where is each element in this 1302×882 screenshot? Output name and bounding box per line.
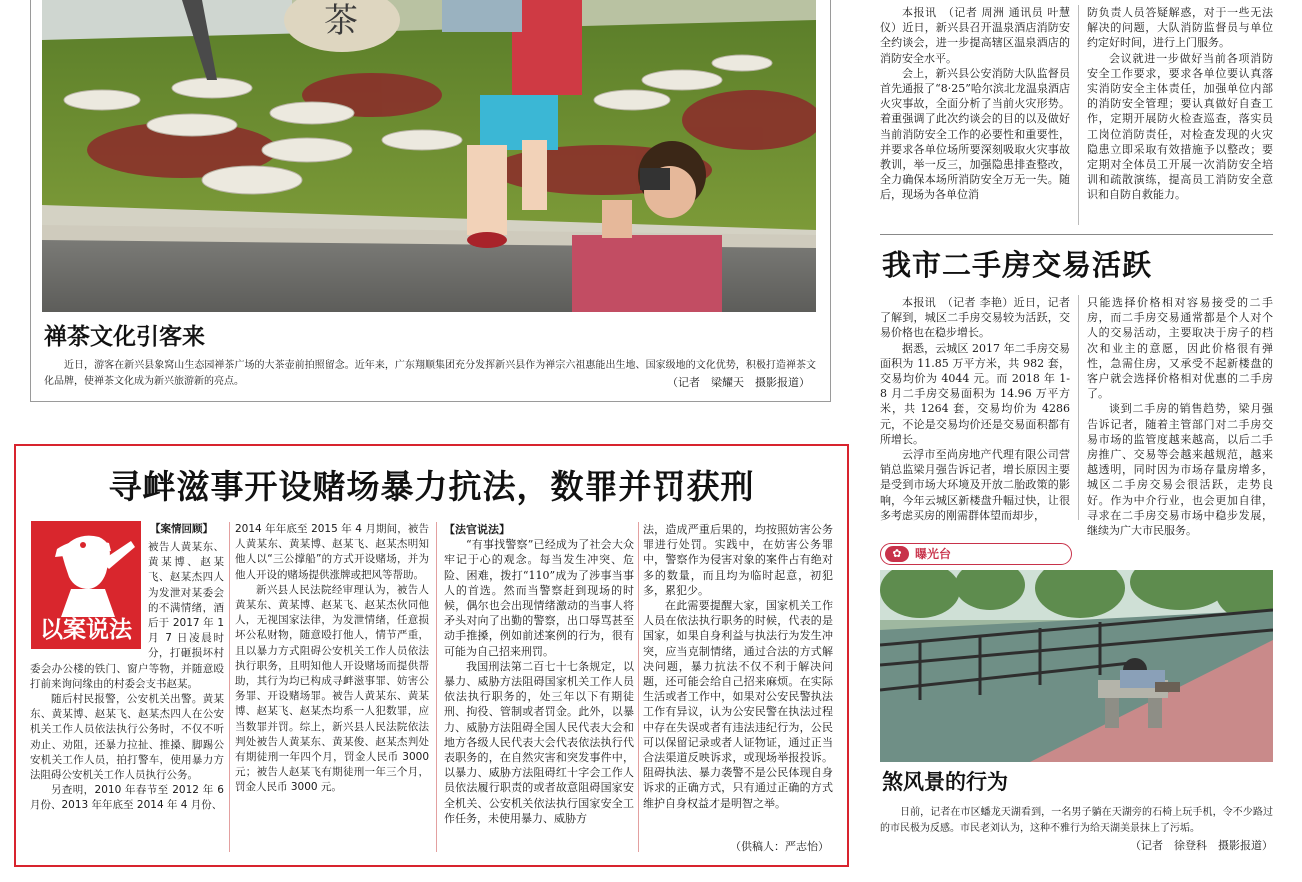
column-divider xyxy=(229,522,230,852)
law-col1 xyxy=(30,692,224,814)
law-credit: （供稿人：严志怡） xyxy=(730,840,829,853)
fire-story-paragraph: 本报讯 （记者 周洲 通讯员 叶慧仪）近日，新兴县召开温泉酒店消防安全约谈会，进一步提高辖区温泉酒店的消防安全水平。 xyxy=(880,6,1070,65)
law-section-heading: 【案情回顾】 xyxy=(150,523,213,535)
fire-story-col2 xyxy=(1087,5,1273,203)
law-paragraph: 我国刑法第二百七十七条规定，以暴力、威胁方法阻碍国家机关工作人员依法执行职务的，处三年以下有期徒刑、拘役、管制或者罚金。此外，以暴力、威胁方法阻碍全国人民代表大会和地方各级人民代表大会代表依法执行代表职务的，在自然灾害和突发事件中，以暴力、威胁方法阻碍红十字会工作人员依法履行职责的或者故意阻碍国家安全机关、公安机关依法执行国家安全工作任务，未使用暴力、威胁方 xyxy=(444,659,634,825)
exposure-tag xyxy=(880,543,1072,565)
exposure-photo-illustration xyxy=(880,570,1273,762)
housing-paragraph: 云浮市至尚房地产代理有限公司营销总监梁月强告诉记者，增长原因主要是受到市场大环境及开放二胎政策的影响，今年云城区新楼盘升幅过快，让很多考虑买房的刚需群体望而却步， xyxy=(880,448,1070,522)
tea-photo xyxy=(42,0,816,312)
law-paragraph: 另查明，2010 年春节至 2012 年 6 月份、2013 年年底至 2014 年 4 月份、 xyxy=(30,784,224,812)
tea-story-credit: （记者 梁耀天 摄影报道） xyxy=(667,376,810,389)
exposure-title: 煞风景的行为 xyxy=(882,770,1008,794)
law-paragraph: 在此需要提醒大家，国家机关工作人员在依法执行职务的时候，代表的是国家，如果自身利益与执法行为发生冲突，应当克制情绪，通过合法的方式解决问题，暴力抗法不仅不利于解决问题，还可能会给自己招来麻烦。在实际生活或者工作中，如果对公安民警执法工作有异议，认为公安民警在执法过程中存在失误或者有违法违纪行为，公民可以保留记录或者人证物证，通过正当合法渠道反映诉求，或现场举报投诉。阻碍执法、暴力袭警不是公民体现自身诉求的正确方式，只有通过正确的方式维护自身权益才是明智之举。 xyxy=(643,599,833,810)
law-paragraph: 法，造成严重后果的，均按照妨害公务罪进行处罚。实践中，在妨害公务罪中，警察作为侵害对象的案件占有绝对多的数量，而且均为临时起意，初犯多，累犯少。 xyxy=(643,523,833,597)
housing-paragraph: 谈到二手房的销售趋势，梁月强告诉记者，随着主管部门对二手房交易市场的监管度越来越高，以后二手房推广、交易等会越来越规范，越来越透明，同时因为市场存量房增多，城区二手房交易会很活跃，走势良好。作为中介行业，也会更加自律，寻求在二手房交易市场中稳步发展，继续为广大市民服务。 xyxy=(1087,402,1273,538)
section-rule xyxy=(880,234,1273,235)
law-paragraph-float: 被告人黄某东、黄某博、赵某飞、赵某杰四人为发泄对某委会的不满情绪，酒后于 2017 年 1 月 7 日凌晨时分，打砸损坏村委会办公楼的铁门、窗户等物，并随意殴打前来询问缘由的村委会支书赵某。 xyxy=(30,541,224,690)
column-divider xyxy=(638,522,639,852)
column-divider xyxy=(436,522,437,852)
law-story-title: 寻衅滋事开设赌场暴力抗法，数罪并罚获刑 xyxy=(108,467,755,506)
law-paragraph: 2014 年年底至 2015 年 4 月期间，被告人黄某东、黄某博、赵某飞、赵某杰明知他人以“三公撑船”的方式开设赌场，并为他人开设的赌场提供涨牌或把风等帮助。 xyxy=(235,523,429,581)
housing-paragraph: 只能选择价格相对容易接受的二手房，而二手房交易通常都是个人对个人的交易活动，主要取决于房子的档次和业主的意愿，因此价格很有弹性，急需住房，又承受不起新楼盘的客户就会选择价格相对优惠的二手房了。 xyxy=(1087,296,1273,401)
tea-photo-illustration xyxy=(42,0,816,312)
tea-story-caption: 近日，游客在新兴县象窝山生态园禅茶广场的大茶壶前拍照留念。近年来，广东翔顺集团充分发挥新兴县作为禅宗六祖惠能出生地、国家级地的文化优势，积极打造禅茶文化品牌，使禅茶文化成为新兴旅游新的亮点。 xyxy=(44,360,816,387)
law-col3 xyxy=(444,522,634,826)
column-divider xyxy=(1078,295,1079,520)
tea-story-title: 禅茶文化引客来 xyxy=(44,324,205,350)
law-paragraph: 随后村民报警，公安机关出警。黄某东、黄某博、赵某飞、赵某杰四人在公安机关工作人员依法执行公务时，不仅不听劝止、劝阻，还暴力拉扯、推搡、脚踢公安机关工作人员，拍打警车，使用暴力方法阻碍公安机关工作人员执行公务。 xyxy=(30,693,224,782)
housing-paragraph: 据悉，云城区 2017 年二手房交易面积为 11.85 万平方米，共 982 套，交易均价为 4044 元。而 2018 年 1-8 月二手房交易面积为 14.96 万平方米，共 1264 套，交易均价为 4286 元，不论是交易均价还是交易面积都有所增长。 xyxy=(880,341,1070,446)
law-section-heading: 【法官说法】 xyxy=(444,523,510,536)
housing-col2 xyxy=(1087,295,1273,538)
flower-icon: ✿ xyxy=(885,546,909,562)
fire-story-col1 xyxy=(880,5,1070,203)
housing-paragraph: 本报讯 （记者 李艳）近日，记者了解到，城区二手房交易较为活跃，交易价格也在稳步增长。 xyxy=(880,296,1070,340)
exposure-credit: （记者 徐登科 摄影报道） xyxy=(1130,839,1273,852)
fire-story-paragraph: 防负责人员答疑解惑，对于一些无法解决的问题，大队消防监督员与单位约定好时间，进行上门服务。 xyxy=(1087,6,1273,50)
logo-wrap-spacer xyxy=(30,540,148,650)
law-paragraph: “有事找警察”已经成为了社会大众牢记于心的观念。每当发生冲突、危险、困难，拨打“110”成为了涉事当事人的首选。然而当警察赶到现场的时候，偶尔也会出现情绪激动的当事人将矛头对向了出勤的警察，出口辱骂甚至动手推搡，例如前述案例的行为，很有可能为自己招来刑罚。 xyxy=(444,538,634,658)
law-paragraph: 新兴县人民法院经审理认为，被告人黄某东、黄某博、赵某飞、赵某杰伙同他人，无视国家法律，为发泄情绪，任意损坏公私财物，随意殴打他人，情节严重，且以暴力方式阻碍公安机关工作人员依法执行职务，且明知他人开设赌场而提供帮助，其行为均已构成寻衅滋事罪、妨害公务罪、开设赌场罪。被告人黄某东、黄某博、赵某飞、赵某杰均系一人犯数罪，应当数罪并罚。综上，新兴县人民法院依法判处被告人黄某东、黄某俊、赵某杰判处有期徒刑一年四个月，罚金人民币 3000 元；被告人赵某飞有期徒刑一年三个月，罚金人民币 3000 元。 xyxy=(235,583,429,794)
fire-story-paragraph: 会上，新兴县公安消防大队监督员首先通报了“8·25”哈尔滨北龙温泉酒店火灾事故，全面分析了当前火灾形势。着重强调了此次约谈会的目的以及做好当前消防安全工作的必要性和重要性，并要求各单位场所要深刻吸取火灾事故教训，举一反三，加强隐患排查整改，全力确保本场所消防安全万无一失。随后，现场为各单位消 xyxy=(880,66,1070,202)
law-col4 xyxy=(643,522,833,811)
law-col2 xyxy=(235,522,429,796)
fire-story-paragraph: 会议就进一步做好当前各项消防安全工作要求，要求各单位要认真落实消防安全主体责任，加强单位内部的消防安全管理；要认真做好自查工作，定期开展防火检查巡查，落实员工岗位消防责任，对检查发现的火灾隐患立即采取有效措施予以整改；要定期对全体员工开展一次消防安全培训和疏散演练，提高员工消防安全意识和自防自救能力。 xyxy=(1087,51,1273,202)
law-logo-text: 以案说法 xyxy=(40,617,132,643)
column-divider xyxy=(1078,5,1079,225)
housing-col1 xyxy=(880,295,1070,523)
exposure-tag-label: 曝光台 xyxy=(915,547,952,561)
svg-text:茶: 茶 xyxy=(324,1,358,41)
exposure-photo xyxy=(880,570,1273,762)
housing-title: 我市二手房交易活跃 xyxy=(882,248,1153,282)
exposure-caption: 日前，记者在市区蟠龙天湖看到，一名男子躺在天湖旁的石椅上玩手机，令不少路过的市民极为反感。市民老刘认为，这种不雅行为给天湖美景抹上了污垢。 xyxy=(880,807,1273,834)
